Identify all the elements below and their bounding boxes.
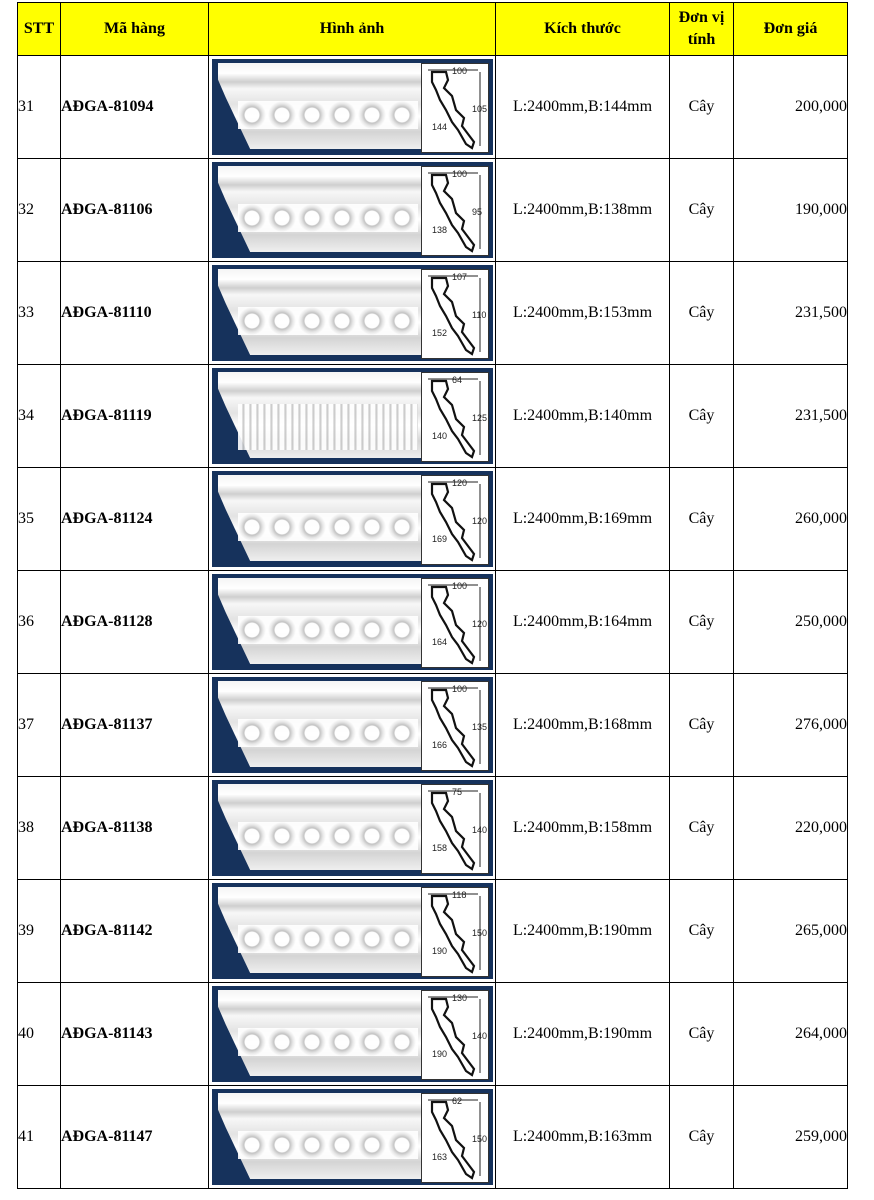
dim-diag: 152 (431, 328, 447, 338)
row-size: L:2400mm,B:168mm (496, 674, 670, 777)
row-stt: 33 (18, 262, 61, 365)
dim-side: 150 (471, 928, 487, 938)
row-unit: Cây (670, 777, 734, 880)
profile-diagram (421, 1093, 489, 1183)
dim-top: 107 (451, 272, 467, 282)
dim-side: 95 (471, 207, 482, 217)
row-stt: 31 (18, 56, 61, 159)
profile-diagram-svg (422, 579, 488, 667)
dim-side: 110 (471, 310, 486, 320)
row-price: 250,000 (734, 571, 848, 674)
product-image (212, 59, 493, 155)
row-unit: Cây (670, 365, 734, 468)
profile-diagram-svg (422, 64, 488, 152)
row-price: 264,000 (734, 983, 848, 1086)
row-code: AĐGA-81110 (61, 262, 209, 365)
dim-diag: 190 (431, 1049, 447, 1059)
product-image (212, 265, 493, 361)
dim-diag: 169 (431, 534, 447, 544)
moulding-ornament (238, 307, 418, 335)
dim-side: 125 (471, 413, 487, 423)
row-price: 220,000 (734, 777, 848, 880)
row-code: AĐGA-81094 (61, 56, 209, 159)
profile-diagram (421, 887, 489, 977)
row-code: AĐGA-81143 (61, 983, 209, 1086)
row-unit: Cây (670, 674, 734, 777)
profile-diagram-svg (422, 373, 488, 461)
moulding-ornament (238, 404, 418, 450)
row-stt: 34 (18, 365, 61, 468)
table-row (18, 983, 848, 1086)
profile-diagram-svg (422, 785, 488, 873)
dim-top: 62 (451, 1096, 462, 1106)
header-unit-line1: Đơn vị (678, 9, 725, 26)
row-stt: 39 (18, 880, 61, 983)
row-price: 276,000 (734, 674, 848, 777)
row-image-cell (209, 983, 496, 1086)
table-row (18, 1086, 848, 1189)
row-image-cell (209, 880, 496, 983)
profile-diagram-svg (422, 991, 488, 1079)
product-image (212, 162, 493, 258)
profile-diagram-svg (422, 682, 488, 770)
profile-diagram (421, 990, 489, 1080)
row-unit: Cây (670, 1086, 734, 1189)
profile-outline (432, 72, 474, 148)
row-size: L:2400mm,B:190mm (496, 983, 670, 1086)
profile-diagram (421, 475, 489, 565)
dim-top: 118 (451, 890, 466, 900)
table-row (18, 880, 848, 983)
row-image-cell (209, 365, 496, 468)
dim-side: 140 (471, 825, 487, 835)
dim-diag: 166 (431, 740, 447, 750)
dim-side: 140 (471, 1031, 487, 1041)
profile-outline (432, 587, 474, 663)
row-price: 259,000 (734, 1086, 848, 1189)
profile-diagram (421, 269, 489, 359)
dim-top: 100 (451, 581, 467, 591)
row-unit: Cây (670, 262, 734, 365)
row-code: AĐGA-81128 (61, 571, 209, 674)
dim-side: 150 (471, 1134, 487, 1144)
dim-top: 100 (451, 169, 467, 179)
row-image-cell (209, 674, 496, 777)
profile-outline (432, 690, 474, 766)
dim-top: 120 (451, 478, 467, 488)
moulding-ornament (238, 925, 418, 953)
profile-outline (432, 278, 474, 354)
profile-diagram (421, 63, 489, 153)
row-code: AĐGA-81119 (61, 365, 209, 468)
row-stt: 32 (18, 159, 61, 262)
row-price: 265,000 (734, 880, 848, 983)
row-stt: 37 (18, 674, 61, 777)
row-code: AĐGA-81124 (61, 468, 209, 571)
product-image (212, 574, 493, 670)
row-size: L:2400mm,B:163mm (496, 1086, 670, 1189)
header-unit (670, 3, 734, 56)
table-row (18, 365, 848, 468)
row-price: 190,000 (734, 159, 848, 262)
profile-diagram (421, 372, 489, 462)
row-stt: 36 (18, 571, 61, 674)
moulding-ornament (238, 204, 418, 232)
profile-diagram-svg (422, 270, 488, 358)
row-size: L:2400mm,B:158mm (496, 777, 670, 880)
moulding-ornament (238, 101, 418, 129)
dim-diag: 158 (431, 843, 447, 853)
header-unit-line2: tính (687, 31, 716, 48)
profile-outline (432, 793, 474, 869)
row-stt: 41 (18, 1086, 61, 1189)
moulding-ornament (238, 1131, 418, 1159)
profile-diagram (421, 681, 489, 771)
row-size: L:2400mm,B:138mm (496, 159, 670, 262)
profile-outline (432, 175, 474, 251)
row-image-cell (209, 56, 496, 159)
table-row (18, 159, 848, 262)
row-code: AĐGA-81142 (61, 880, 209, 983)
product-image (212, 883, 493, 979)
product-image (212, 986, 493, 1082)
row-size: L:2400mm,B:164mm (496, 571, 670, 674)
profile-outline (432, 484, 474, 560)
row-image-cell (209, 468, 496, 571)
row-image-cell (209, 262, 496, 365)
row-size: L:2400mm,B:153mm (496, 262, 670, 365)
product-image (212, 1089, 493, 1185)
dim-side: 135 (471, 722, 487, 732)
header-size: Kích thước (496, 3, 670, 56)
dim-top: 100 (451, 684, 467, 694)
dim-diag: 164 (431, 637, 447, 647)
row-size: L:2400mm,B:190mm (496, 880, 670, 983)
profile-diagram (421, 784, 489, 874)
dim-top: 64 (451, 375, 462, 385)
row-image-cell (209, 777, 496, 880)
moulding-ornament (238, 513, 418, 541)
dim-top: 130 (451, 993, 467, 1003)
dim-side: 105 (471, 104, 487, 114)
row-price: 231,500 (734, 262, 848, 365)
row-stt: 35 (18, 468, 61, 571)
dim-side: 120 (471, 619, 487, 629)
table-row (18, 468, 848, 571)
row-unit: Cây (670, 571, 734, 674)
row-size: L:2400mm,B:140mm (496, 365, 670, 468)
row-code: AĐGA-81106 (61, 159, 209, 262)
profile-diagram (421, 578, 489, 668)
dim-top: 100 (451, 66, 467, 76)
row-stt: 38 (18, 777, 61, 880)
row-code: AĐGA-81137 (61, 674, 209, 777)
table-row (18, 777, 848, 880)
profile-diagram-svg (422, 888, 488, 976)
row-unit: Cây (670, 56, 734, 159)
product-image (212, 677, 493, 773)
row-price: 231,500 (734, 365, 848, 468)
row-price: 260,000 (734, 468, 848, 571)
product-image (212, 780, 493, 876)
product-image (212, 471, 493, 567)
profile-diagram (421, 166, 489, 256)
row-unit: Cây (670, 468, 734, 571)
row-unit: Cây (670, 159, 734, 262)
row-image-cell (209, 159, 496, 262)
dim-diag: 138 (431, 225, 447, 235)
moulding-ornament (238, 822, 418, 850)
row-unit: Cây (670, 880, 734, 983)
header-row (18, 3, 848, 56)
profile-outline (432, 896, 474, 972)
header-code: Mã hàng (61, 3, 209, 56)
row-code: AĐGA-81147 (61, 1086, 209, 1189)
table-row (18, 571, 848, 674)
dim-side: 120 (471, 516, 487, 526)
profile-diagram-svg (422, 1094, 488, 1182)
header-price: Đơn giá (734, 3, 848, 56)
dim-diag: 140 (431, 431, 447, 441)
dim-diag: 144 (431, 122, 447, 132)
product-image (212, 368, 493, 464)
profile-diagram-svg (422, 167, 488, 255)
profile-outline (432, 1102, 474, 1178)
dim-diag: 190 (431, 946, 447, 956)
profile-outline (432, 999, 474, 1075)
moulding-ornament (238, 1028, 418, 1056)
row-image-cell (209, 1086, 496, 1189)
dim-top: 75 (451, 787, 462, 797)
profile-diagram-svg (422, 476, 488, 564)
row-unit: Cây (670, 983, 734, 1086)
row-size: L:2400mm,B:169mm (496, 468, 670, 571)
moulding-ornament (238, 616, 418, 644)
header-image: Hình ảnh (209, 3, 496, 56)
row-size: L:2400mm,B:144mm (496, 56, 670, 159)
row-price: 200,000 (734, 56, 848, 159)
profile-outline (432, 381, 474, 457)
table-row (18, 674, 848, 777)
row-image-cell (209, 571, 496, 674)
price-table (17, 2, 848, 1189)
row-code: AĐGA-81138 (61, 777, 209, 880)
header-stt: STT (18, 3, 61, 56)
row-stt: 40 (18, 983, 61, 1086)
moulding-ornament (238, 719, 418, 747)
table-row (18, 262, 848, 365)
dim-diag: 163 (431, 1152, 447, 1162)
table-row (18, 56, 848, 159)
